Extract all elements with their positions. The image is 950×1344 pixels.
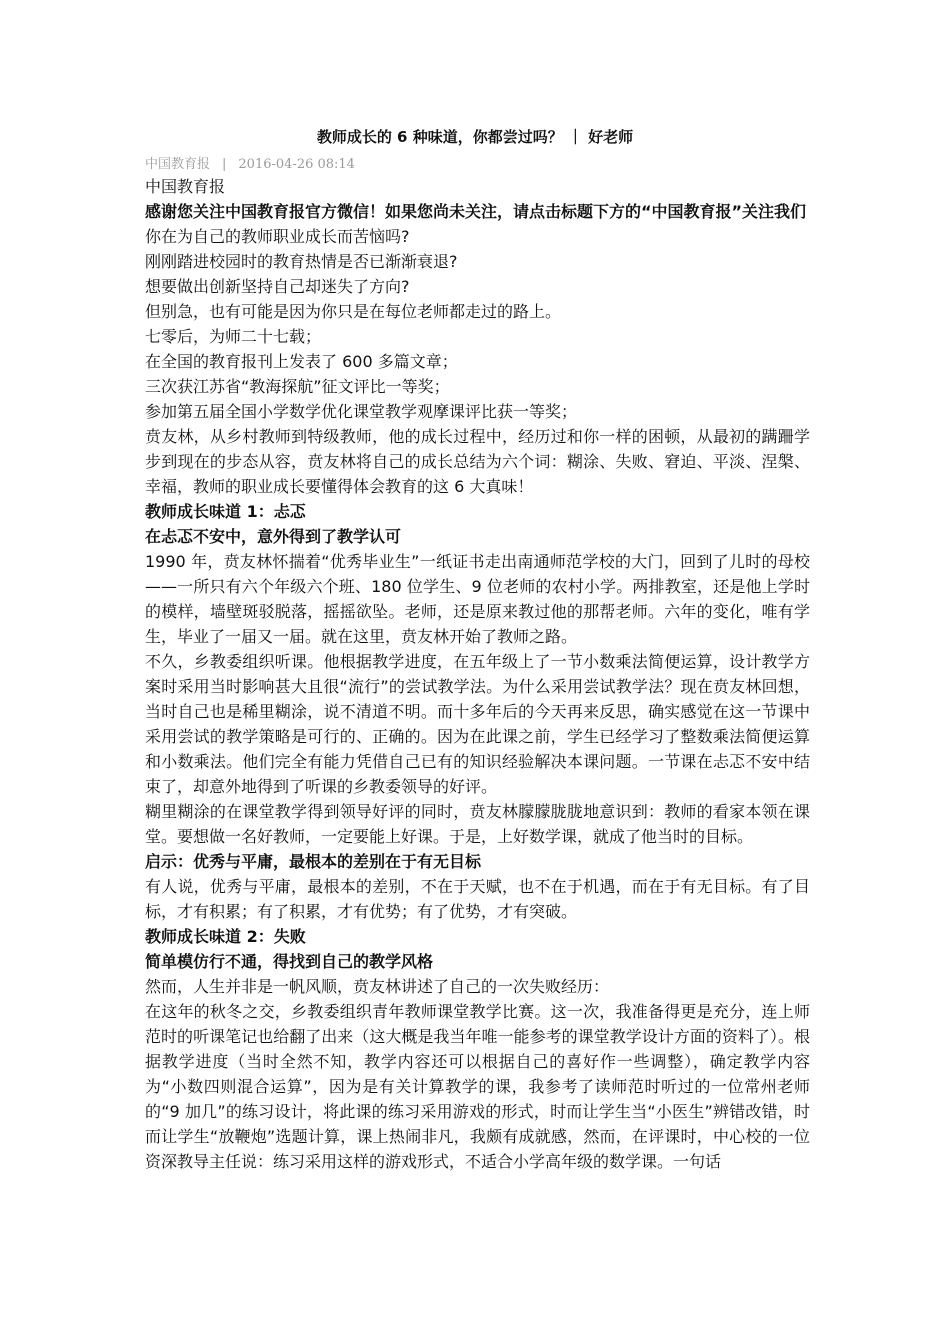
section-heading: 启示：优秀与平庸，最根本的差别在于有无目标	[145, 852, 482, 871]
paragraph: 不久，乡教委组织听课。他根据教学进度，在五年级上了一节小数乘法简便运算，设计教学方案时采用当时影响甚大且很“流行”的尝试教学法。为什么采用尝试教学法？现在贲友林回想，当时自己也是稀里糊涂，说不清道不明。而十多年后的今天再来反思，确实感觉在这一节课中采用尝试的教学策略是可行的、正确的。因为在此课之前，学生已经学习了整数乘法简便运算和小数乘法。他们完全有能力凭借自己已有的知识经验解决本课问题。一节课在忐忑不安中结束了，却意外地得到了听课的乡教委领导的好评。	[145, 652, 810, 796]
meta-separator: |	[222, 157, 227, 172]
paragraph: 你在为自己的教师职业成长而苦恼吗?	[145, 227, 410, 246]
article-source: 中国教育报	[145, 157, 211, 172]
article-date: 2016-04-26 08:14	[238, 157, 355, 172]
article-title: 教师成长的 6 种味道，你都尝过吗？ ｜ 好老师	[316, 128, 634, 146]
paragraph: 在这年的秋冬之交，乡教委组织青年教师课堂教学比赛。这一次，我准备得更是充分，连上师范时的听课笔记也给翻了出来（这大概是我当年唯一能参考的课堂教学设计方面的资料了）。根据教学进度（当时全然不知，教学内容还可以根据自己的喜好作一些调整），确定教学内容为“小数四则混合运算”，因为是有关计算教学的课，我参考了读师范时听过的一位常州老师的“9 加几”的练习设计，将此课的练习采用游戏的形式，时而让学生当“小医生”辨错改错，时而让学生“放鞭炮”选题计算，课上热闹非凡，我颇有成就感，然而，在评课时，中心校的一位资深教导主任说：练习采用这样的游戏形式，不适合小学高年级的数学课。一句话	[145, 1002, 810, 1171]
section-heading: 感谢您关注中国教育报官方微信！如果您尚未关注，请点击标题下方的“中国教育报”关注我们	[145, 202, 807, 221]
paragraph: 七零后，为师二十七载；	[145, 327, 322, 346]
paragraph: 糊里糊涂的在课堂教学得到领导好评的同时，贲友林朦朦胧胧地意识到：教师的看家本领在课堂。要想做一名好教师，一定要能上好课。于是，上好数学课，就成了他当时的目标。	[145, 802, 810, 846]
section-heading: 简单模仿行不通，得找到自己的教学风格	[145, 952, 434, 971]
section-heading: 在忐忑不安中，意外得到了教学认可	[145, 527, 402, 546]
paragraph: 但别急，也有可能是因为你只是在每位老师都走过的路上。	[145, 302, 562, 321]
paragraph: 贲友林，从乡村教师到特级教师，他的成长过程中，经历过和你一样的困顿，从最初的蹒跚学步到现在的步态从容，贲友林将自己的成长总结为六个词：糊涂、失败、窘迫、平淡、涅槃、幸福，教师的职业成长要懂得体会教育的这 6 大真味！	[145, 427, 810, 496]
paragraph: 1990 年，贲友林怀揣着“优秀毕业生”一纸证书走出南通师范学校的大门，回到了儿时的母校——一所只有六个年级六个班、180 位学生、9 位老师的农村小学。两排教室，还是他上学时的模样，墙壁斑驳脱落，摇摇欲坠。老师，还是原来教过他的那帮老师。六年的变化，唯有学生，毕业了一届又一届。就在这里，贲友林开始了教师之路。	[145, 552, 810, 646]
paragraph: 想要做出创新坚持自己却迷失了方向?	[145, 277, 410, 296]
paragraph: 然而，人生并非是一帆风顺，贲友林讲述了自己的一次失败经历：	[145, 977, 610, 996]
paragraph: 中国教育报	[145, 177, 226, 196]
paragraph: 刚刚踏进校园时的教育热情是否已渐渐衰退?	[145, 252, 458, 271]
paragraph: 三次获江苏省“教海探航”征文评比一等奖；	[145, 377, 450, 396]
section-heading: 教师成长味道 1：忐忑	[145, 502, 306, 521]
article-meta	[145, 153, 355, 172]
paragraph: 参加第五届全国小学数学优化课堂教学观摩课评比获一等奖；	[145, 402, 578, 421]
section-heading: 教师成长味道 2：失败	[145, 927, 306, 946]
paragraph: 在全国的教育报刊上发表了 600 多篇文章；	[145, 352, 458, 371]
paragraph: 有人说，优秀与平庸，最根本的差别，不在于天赋，也不在于机遇，而在于有无目标。有了目标，才有积累；有了积累，才有优势；有了优势，才有突破。	[145, 877, 810, 921]
article-body	[145, 174, 810, 1174]
